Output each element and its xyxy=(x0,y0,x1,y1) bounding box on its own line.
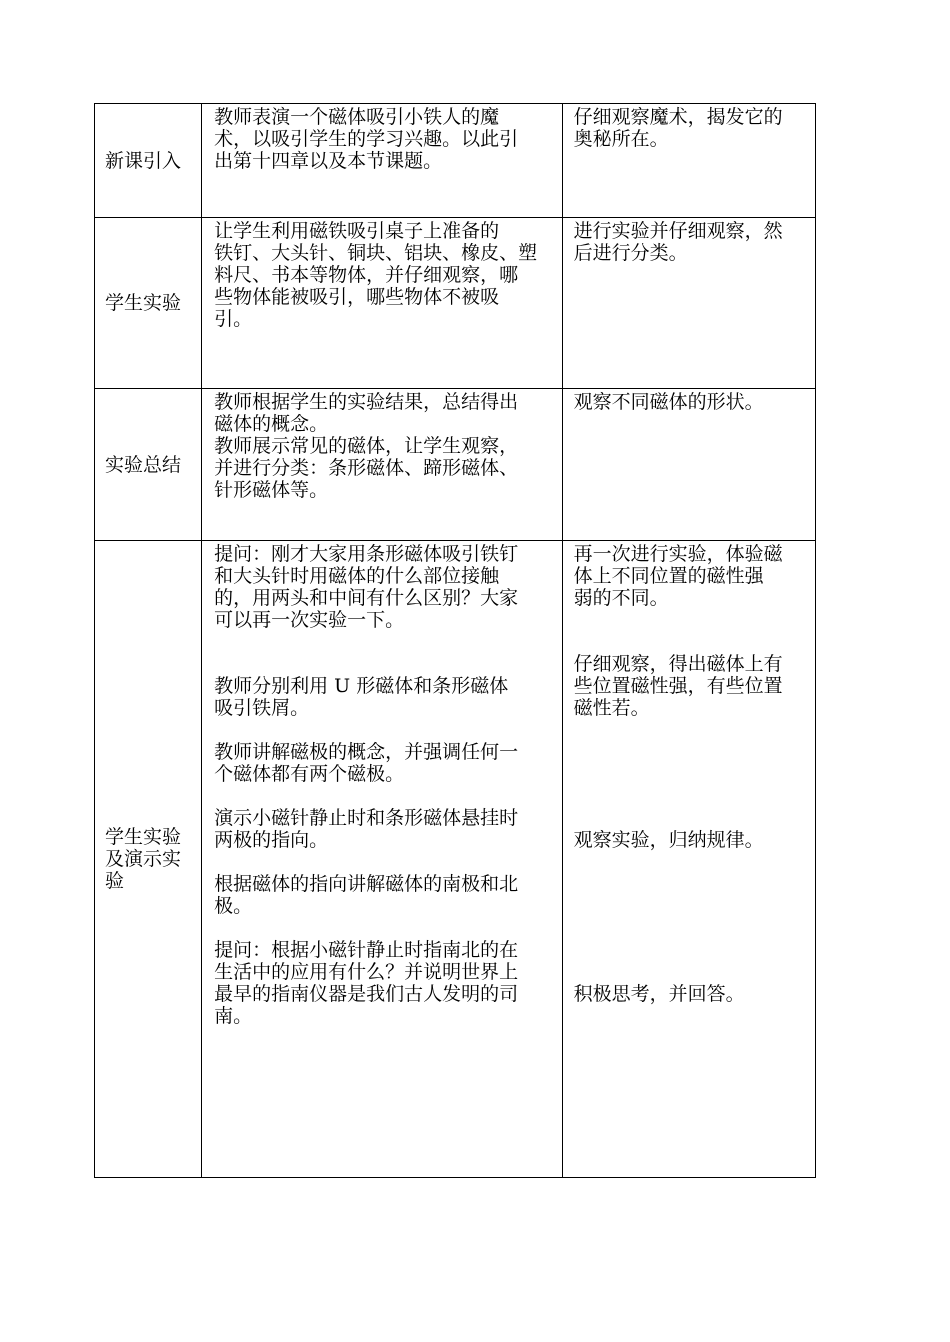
teacher-activity-cell xyxy=(202,541,563,1178)
teacher-activity-text: 让学生利用磁铁吸引桌子上准备的 铁钉、大头针、铜块、铝块、橡皮、塑 料尺、书本等物体，并仔细观察，哪 些物体能被吸引，哪些物体不被吸 引。 xyxy=(214,220,538,330)
table-row xyxy=(95,389,816,541)
student-response-1: 再一次进行实验，体验磁 体上不同位置的磁性强 弱的不同。 xyxy=(573,543,783,609)
table-row xyxy=(95,541,816,1178)
teacher-explain-poles: 教师讲解磁极的概念，并强调任何一 个磁体都有两个磁极。 xyxy=(214,741,519,785)
student-activity-text: 进行实验并仔细观察，然 后进行分类。 xyxy=(573,220,783,264)
student-response-2: 仔细观察，得出磁体上有 些位置磁性强，有些位置 磁性若。 xyxy=(573,653,783,719)
student-response-4: 积极思考，并回答。 xyxy=(573,983,745,1005)
teacher-activity-cell xyxy=(202,218,563,389)
student-response-3: 观察实验，归纳规律。 xyxy=(573,829,764,851)
stage-cell xyxy=(95,389,202,541)
stage-cell xyxy=(95,104,202,218)
table-row xyxy=(95,218,816,389)
student-activity-cell xyxy=(562,104,815,218)
student-activity-cell xyxy=(562,389,815,541)
student-activity-text: 仔细观察魔术，揭发它的 奥秘所在。 xyxy=(573,106,783,150)
lesson-plan-table xyxy=(94,103,816,1178)
student-activity-cell xyxy=(562,218,815,389)
stage-cell xyxy=(95,218,202,389)
teacher-question-2: 提问：根据小磁针静止时指南北的在 生活中的应用有什么？并说明世界上 最早的指南仪器是我们古人发明的司 南。 xyxy=(214,939,519,1027)
teacher-demo-needle: 演示小磁针静止时和条形磁体悬挂时 两极的指向。 xyxy=(214,807,519,851)
teacher-activity-text: 教师表演一个磁体吸引小铁人的魔 术，以吸引学生的学习兴趣。以此引 出第十四章以及本节课题。 xyxy=(214,106,519,172)
stage-label: 学生实验 及演示实 验 xyxy=(105,826,182,892)
stage-label: 实验总结 xyxy=(105,453,182,476)
teacher-activity-cell xyxy=(202,389,563,541)
stage-label: 学生实验 xyxy=(105,292,182,314)
teacher-demo-u-magnet: 教师分别利用 U 形磁体和条形磁体 吸引铁屑。 xyxy=(214,675,509,719)
student-activity-text: 观察不同磁体的形状。 xyxy=(573,391,764,413)
teacher-activity-cell xyxy=(202,104,563,218)
stage-cell xyxy=(95,541,202,1178)
teacher-question-1: 提问：刚才大家用条形磁体吸引铁钉 和大头针时用磁体的什么部位接触 的，用两头和中间有什么区别？大家 可以再一次实验一下。 xyxy=(214,543,519,631)
teacher-activity-text: 教师根据学生的实验结果，总结得出 磁体的概念。 教师展示常见的磁体，让学生观察， 并进行分类：条形磁体、蹄形磁体、 针形磁体等。 xyxy=(214,391,519,501)
teacher-explain-north-south: 根据磁体的指向讲解磁体的南极和北 极。 xyxy=(214,873,519,917)
student-activity-cell xyxy=(562,541,815,1178)
table-row xyxy=(95,104,816,218)
stage-label: 新课引入 xyxy=(105,149,182,172)
